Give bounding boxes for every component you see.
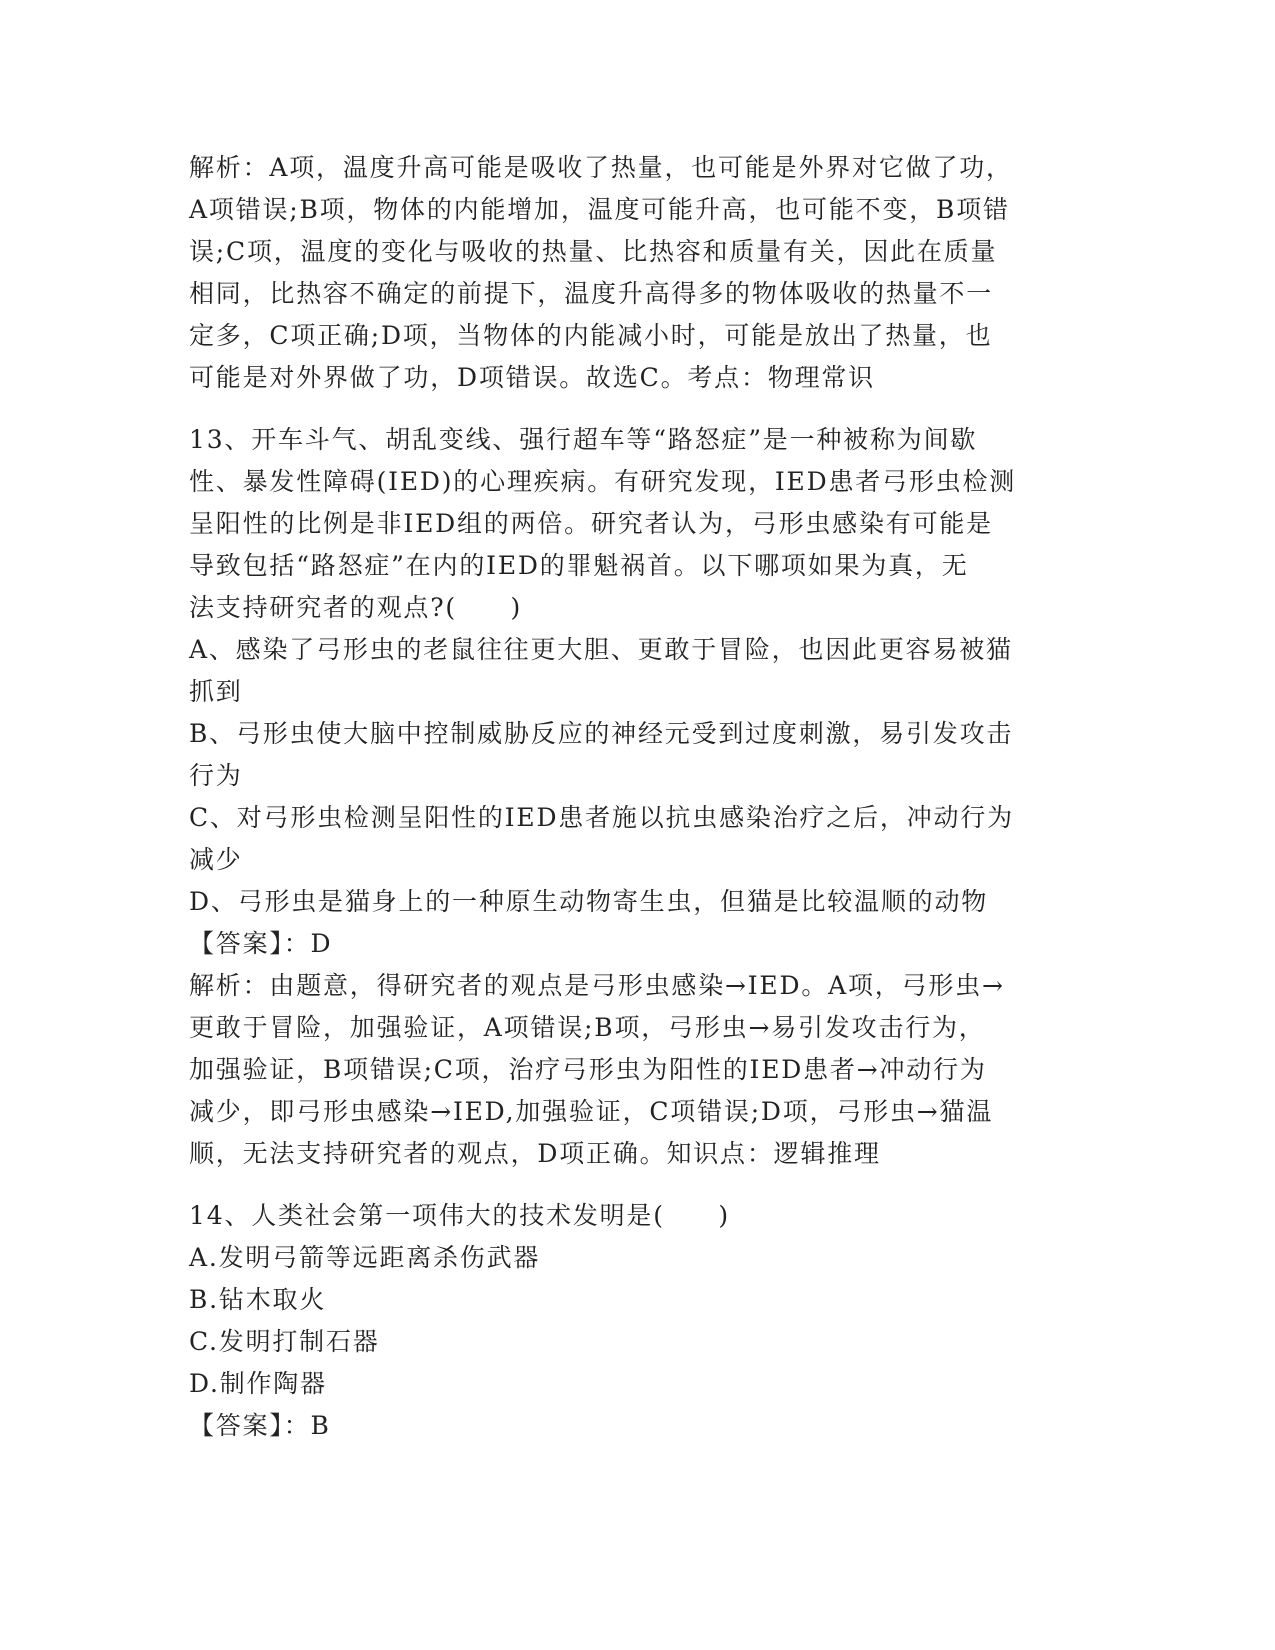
option-a: A.发明弓箭等远距离杀伤武器 — [189, 1243, 541, 1272]
explanation-line: 相同，比热容不确定的前提下，温度升高得多的物体吸收的热量不一 — [189, 279, 994, 308]
option-b-line: 行为 — [189, 761, 243, 790]
explanation-line: 定多，C项正确;D项，当物体的内能减小时，可能是放出了热量，也 — [189, 321, 993, 350]
question-stem-line: 呈阳性的比例是非IED组的两倍。研究者认为，弓形虫感染有可能是 — [189, 509, 993, 538]
explanation-line: 加强验证，B项错误;C项，治疗弓形虫为阳性的IED患者→冲动行为 — [189, 1055, 987, 1084]
option-b-line: B、弓形虫使大脑中控制威胁反应的神经元受到过度刺激，易引发攻击 — [189, 719, 1014, 748]
explanation-line: 误;C项，温度的变化与吸收的热量、比热容和质量有关，因此在质量 — [189, 237, 998, 266]
block-spacer — [189, 1175, 1089, 1195]
option-c: C.发明打制石器 — [189, 1327, 380, 1356]
answer-label: 【答案】：D — [189, 929, 333, 958]
explanation-line: A项错误;B项，物体的内能增加，温度可能升高，也可能不变，B项错 — [189, 195, 1010, 224]
question-stem-line: 导致包括“路怒症”在内的IED的罪魁祸首。以下哪项如果为真，无 — [189, 551, 969, 580]
explanation-line: 减少，即弓形虫感染→IED,加强验证，C项错误;D项，弓形虫→猫温 — [189, 1097, 994, 1126]
option-b: B.钻木取火 — [189, 1285, 327, 1314]
question-stem: 14、人类社会第一项伟大的技术发明是( ) — [189, 1201, 730, 1230]
document-page — [189, 147, 1089, 1447]
option-a-line: A、感染了弓形虫的老鼠往往更大胆、更敢于冒险，也因此更容易被猫 — [189, 635, 1013, 664]
explanation-line: 更敢于冒险，加强验证，A项错误;B项，弓形虫→易引发攻击行为， — [189, 1013, 986, 1042]
option-a-line: 抓到 — [189, 677, 243, 706]
option-d: D.制作陶器 — [189, 1369, 327, 1398]
explanation-12 — [189, 147, 1089, 399]
explanation-line: 顺，无法支持研究者的观点，D项正确。知识点：逻辑推理 — [189, 1139, 881, 1168]
answer-label: 【答案】：B — [189, 1411, 331, 1440]
question-stem-line: 性、暴发性障碍(IED)的心理疾病。有研究发现，IED患者弓形虫检测 — [189, 467, 1017, 496]
explanation-line: 解析：A项，温度升高可能是吸收了热量，也可能是外界对它做了功， — [189, 153, 1013, 182]
question-stem-line: 法支持研究者的观点?( ) — [189, 593, 523, 622]
block-spacer — [189, 399, 1089, 419]
explanation-line: 可能是对外界做了功，D项错误。故选C。考点：物理常识 — [189, 363, 875, 392]
question-stem-line: 13、开车斗气、胡乱变线、强行超车等“路怒症”是一种被称为间歇 — [189, 425, 978, 454]
question-13 — [189, 419, 1089, 1175]
option-c-line: 减少 — [189, 845, 243, 874]
explanation-line: 解析：由题意，得研究者的观点是弓形虫感染→IED。A项，弓形虫→ — [189, 971, 1005, 1000]
question-14 — [189, 1195, 1089, 1447]
option-c-line: C、对弓形虫检测呈阳性的IED患者施以抗虫感染治疗之后，冲动行为 — [189, 803, 1014, 832]
option-d-line: D、弓形虫是猫身上的一种原生动物寄生虫，但猫是比较温顺的动物 — [189, 887, 989, 916]
